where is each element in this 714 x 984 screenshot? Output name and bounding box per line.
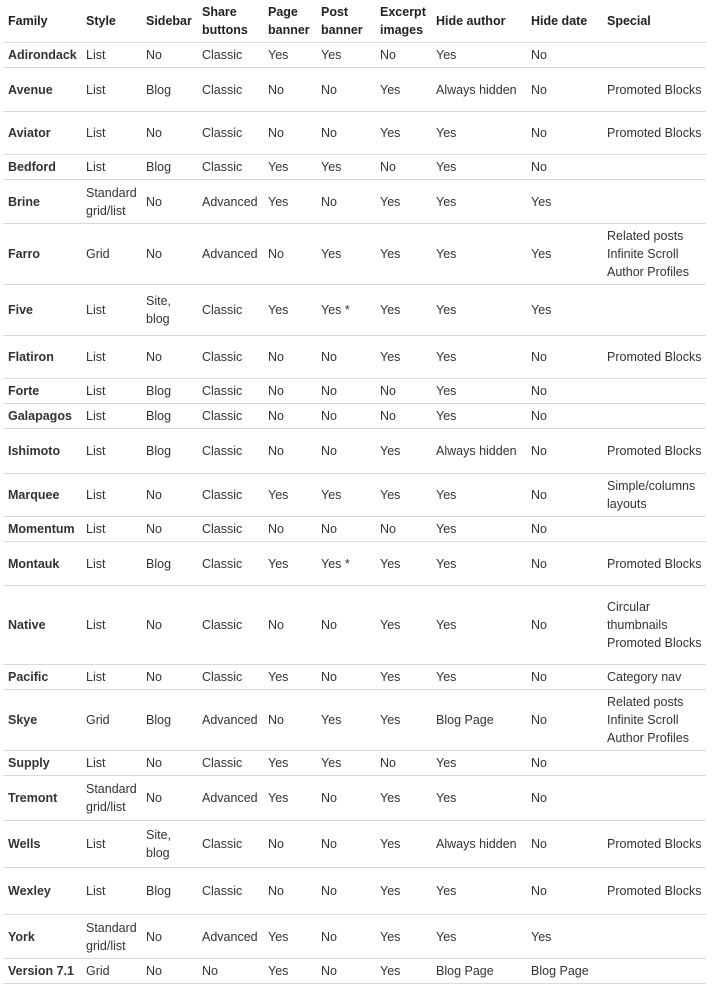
cell-post-banner: No (316, 959, 375, 984)
cell-style: List (81, 404, 141, 429)
cell-sidebar: Blog (141, 429, 197, 474)
cell-page-banner: No (263, 821, 316, 868)
cell-special: Promoted Blocks (602, 429, 706, 474)
column-header-hide-date: Hide date (526, 0, 602, 43)
table-row (3, 586, 706, 665)
cell-post-banner: No (316, 868, 375, 915)
cell-style: List (81, 751, 141, 776)
table-row (3, 404, 706, 429)
cell-hide-author: Yes (431, 868, 526, 915)
cell-excerpt-images: Yes (375, 112, 431, 155)
cell-family: Supply (3, 751, 81, 776)
cell-share-buttons: Classic (197, 379, 263, 404)
cell-hide-author: Yes (431, 665, 526, 690)
table-row (3, 665, 706, 690)
cell-special (602, 155, 706, 180)
cell-sidebar: No (141, 43, 197, 68)
column-header-family: Family (3, 0, 81, 43)
cell-hide-date: No (526, 429, 602, 474)
cell-hide-author: Yes (431, 112, 526, 155)
cell-special: Related posts Infinite Scroll Author Profiles (602, 690, 706, 751)
cell-page-banner: No (263, 336, 316, 379)
cell-excerpt-images: Yes (375, 285, 431, 336)
cell-special: Promoted Blocks (602, 821, 706, 868)
cell-family: Forte (3, 379, 81, 404)
cell-style: List (81, 665, 141, 690)
cell-share-buttons: Classic (197, 155, 263, 180)
cell-share-buttons: Classic (197, 821, 263, 868)
cell-hide-date: No (526, 404, 602, 429)
cell-style: Standard grid/list (81, 776, 141, 821)
cell-family: Flatiron (3, 336, 81, 379)
cell-sidebar: Blog (141, 542, 197, 586)
cell-hide-author: Yes (431, 285, 526, 336)
cell-post-banner: No (316, 429, 375, 474)
cell-page-banner: No (263, 68, 316, 112)
cell-page-banner: Yes (263, 155, 316, 180)
table-row (3, 285, 706, 336)
table-row (3, 429, 706, 474)
cell-family: Pacific (3, 665, 81, 690)
cell-hide-date: Yes (526, 285, 602, 336)
cell-family: Ishimoto (3, 429, 81, 474)
cell-family: Wells (3, 821, 81, 868)
cell-hide-date: No (526, 112, 602, 155)
cell-hide-date: No (526, 690, 602, 751)
cell-special (602, 517, 706, 542)
cell-sidebar: No (141, 751, 197, 776)
table-row (3, 474, 706, 517)
cell-hide-date: No (526, 821, 602, 868)
cell-special (602, 379, 706, 404)
cell-excerpt-images: Yes (375, 180, 431, 224)
table-row (3, 336, 706, 379)
cell-family: Montauk (3, 542, 81, 586)
column-header-sidebar: Sidebar (141, 0, 197, 43)
cell-share-buttons: Classic (197, 542, 263, 586)
cell-page-banner: Yes (263, 180, 316, 224)
cell-share-buttons: Classic (197, 517, 263, 542)
table-row (3, 68, 706, 112)
table-row (3, 155, 706, 180)
cell-special (602, 915, 706, 959)
cell-page-banner: No (263, 517, 316, 542)
header-row (3, 0, 706, 43)
cell-sidebar: Site, blog (141, 821, 197, 868)
cell-post-banner: Yes (316, 43, 375, 68)
cell-family: Marquee (3, 474, 81, 517)
table-row (3, 43, 706, 68)
cell-hide-author: Yes (431, 404, 526, 429)
cell-excerpt-images: Yes (375, 959, 431, 984)
cell-family: Bedford (3, 155, 81, 180)
cell-post-banner: Yes (316, 155, 375, 180)
cell-hide-author: Always hidden (431, 68, 526, 112)
cell-hide-date: Yes (526, 224, 602, 285)
cell-sidebar: Blog (141, 68, 197, 112)
cell-post-banner: Yes (316, 224, 375, 285)
cell-special (602, 751, 706, 776)
cell-style: List (81, 586, 141, 665)
cell-excerpt-images: Yes (375, 336, 431, 379)
cell-share-buttons: Classic (197, 285, 263, 336)
cell-family: Native (3, 586, 81, 665)
cell-page-banner: Yes (263, 285, 316, 336)
cell-hide-author: Yes (431, 155, 526, 180)
cell-share-buttons: Advanced (197, 915, 263, 959)
cell-hide-date: Blog Page (526, 959, 602, 984)
cell-excerpt-images: Yes (375, 776, 431, 821)
cell-hide-author: Yes (431, 224, 526, 285)
cell-excerpt-images: Yes (375, 665, 431, 690)
cell-hide-date: No (526, 474, 602, 517)
table-row (3, 776, 706, 821)
cell-share-buttons: No (197, 959, 263, 984)
cell-excerpt-images: Yes (375, 915, 431, 959)
cell-excerpt-images: Yes (375, 542, 431, 586)
cell-family: Avenue (3, 68, 81, 112)
cell-sidebar: No (141, 474, 197, 517)
cell-excerpt-images: Yes (375, 868, 431, 915)
table-row (3, 542, 706, 586)
cell-style: List (81, 542, 141, 586)
cell-share-buttons: Classic (197, 336, 263, 379)
cell-special: Circular thumbnails Promoted Blocks (602, 586, 706, 665)
cell-page-banner: No (263, 379, 316, 404)
cell-excerpt-images: No (375, 155, 431, 180)
cell-post-banner: Yes * (316, 285, 375, 336)
cell-hide-author: Yes (431, 180, 526, 224)
cell-hide-author: Yes (431, 915, 526, 959)
cell-family: Brine (3, 180, 81, 224)
cell-excerpt-images: Yes (375, 586, 431, 665)
cell-family: Galapagos (3, 404, 81, 429)
cell-special: Related posts Infinite Scroll Author Profiles (602, 224, 706, 285)
column-header-style: Style (81, 0, 141, 43)
cell-family: Farro (3, 224, 81, 285)
cell-family: Five (3, 285, 81, 336)
cell-post-banner: No (316, 665, 375, 690)
cell-style: List (81, 155, 141, 180)
cell-share-buttons: Advanced (197, 776, 263, 821)
cell-post-banner: Yes (316, 474, 375, 517)
cell-hide-author: Yes (431, 474, 526, 517)
cell-hide-author: Yes (431, 336, 526, 379)
cell-share-buttons: Classic (197, 68, 263, 112)
table-row (3, 868, 706, 915)
cell-post-banner: Yes * (316, 542, 375, 586)
cell-sidebar: No (141, 180, 197, 224)
cell-special (602, 776, 706, 821)
cell-style: List (81, 112, 141, 155)
cell-hide-author: Yes (431, 751, 526, 776)
cell-hide-date: No (526, 665, 602, 690)
cell-share-buttons: Advanced (197, 224, 263, 285)
cell-special: Category nav (602, 665, 706, 690)
cell-post-banner: No (316, 586, 375, 665)
cell-excerpt-images: No (375, 404, 431, 429)
template-comparison-table (3, 0, 706, 984)
cell-excerpt-images: Yes (375, 474, 431, 517)
cell-hide-date: No (526, 336, 602, 379)
table-row (3, 959, 706, 984)
cell-hide-author: Yes (431, 586, 526, 665)
cell-post-banner: Yes (316, 690, 375, 751)
cell-style: List (81, 43, 141, 68)
cell-excerpt-images: Yes (375, 224, 431, 285)
cell-page-banner: No (263, 429, 316, 474)
cell-excerpt-images: Yes (375, 821, 431, 868)
cell-hide-date: No (526, 68, 602, 112)
cell-page-banner: No (263, 404, 316, 429)
cell-family: Wexley (3, 868, 81, 915)
cell-style: List (81, 517, 141, 542)
column-header-special: Special (602, 0, 706, 43)
cell-share-buttons: Advanced (197, 690, 263, 751)
cell-post-banner: No (316, 336, 375, 379)
cell-sidebar: Blog (141, 379, 197, 404)
cell-page-banner: Yes (263, 959, 316, 984)
cell-post-banner: No (316, 821, 375, 868)
cell-post-banner: No (316, 180, 375, 224)
cell-hide-date: Yes (526, 180, 602, 224)
cell-hide-date: No (526, 379, 602, 404)
cell-page-banner: Yes (263, 915, 316, 959)
cell-hide-date: No (526, 868, 602, 915)
column-header-post-banner: Post banner (316, 0, 375, 43)
cell-post-banner: No (316, 517, 375, 542)
table-row (3, 112, 706, 155)
cell-hide-author: Blog Page (431, 959, 526, 984)
cell-special (602, 43, 706, 68)
table-row (3, 751, 706, 776)
cell-page-banner: No (263, 224, 316, 285)
cell-special (602, 180, 706, 224)
cell-sidebar: Blog (141, 868, 197, 915)
cell-hide-author: Yes (431, 379, 526, 404)
table-row (3, 915, 706, 959)
cell-page-banner: Yes (263, 542, 316, 586)
cell-special: Promoted Blocks (602, 542, 706, 586)
cell-post-banner: No (316, 915, 375, 959)
cell-sidebar: No (141, 915, 197, 959)
cell-excerpt-images: No (375, 43, 431, 68)
cell-post-banner: No (316, 404, 375, 429)
cell-share-buttons: Classic (197, 751, 263, 776)
cell-sidebar: No (141, 336, 197, 379)
table-row (3, 690, 706, 751)
cell-share-buttons: Advanced (197, 180, 263, 224)
cell-family: Adirondack (3, 43, 81, 68)
cell-hide-author: Yes (431, 542, 526, 586)
cell-family: Skye (3, 690, 81, 751)
cell-hide-date: No (526, 155, 602, 180)
cell-special (602, 404, 706, 429)
cell-page-banner: Yes (263, 474, 316, 517)
cell-share-buttons: Classic (197, 868, 263, 915)
cell-style: List (81, 429, 141, 474)
cell-style: Standard grid/list (81, 915, 141, 959)
column-header-share-buttons: Share buttons (197, 0, 263, 43)
cell-hide-author: Yes (431, 776, 526, 821)
cell-style: List (81, 379, 141, 404)
cell-excerpt-images: Yes (375, 690, 431, 751)
column-header-hide-author: Hide author (431, 0, 526, 43)
cell-style: List (81, 821, 141, 868)
cell-hide-date: Yes (526, 915, 602, 959)
cell-style: List (81, 474, 141, 517)
cell-style: Grid (81, 690, 141, 751)
cell-style: List (81, 336, 141, 379)
cell-hide-date: No (526, 542, 602, 586)
cell-post-banner: No (316, 112, 375, 155)
cell-page-banner: Yes (263, 43, 316, 68)
cell-style: Standard grid/list (81, 180, 141, 224)
cell-share-buttons: Classic (197, 112, 263, 155)
cell-page-banner: Yes (263, 665, 316, 690)
cell-family: Aviator (3, 112, 81, 155)
cell-style: Grid (81, 224, 141, 285)
cell-hide-date: No (526, 517, 602, 542)
cell-sidebar: No (141, 112, 197, 155)
cell-hide-author: Blog Page (431, 690, 526, 751)
cell-post-banner: Yes (316, 751, 375, 776)
table-row (3, 821, 706, 868)
cell-share-buttons: Classic (197, 43, 263, 68)
cell-excerpt-images: Yes (375, 68, 431, 112)
cell-share-buttons: Classic (197, 665, 263, 690)
cell-sidebar: No (141, 586, 197, 665)
cell-sidebar: Site, blog (141, 285, 197, 336)
cell-special: Promoted Blocks (602, 336, 706, 379)
cell-sidebar: No (141, 517, 197, 542)
column-header-excerpt-images: Excerpt images (375, 0, 431, 43)
cell-page-banner: No (263, 112, 316, 155)
cell-family: Tremont (3, 776, 81, 821)
cell-excerpt-images: No (375, 751, 431, 776)
cell-special: Promoted Blocks (602, 112, 706, 155)
cell-sidebar: No (141, 224, 197, 285)
cell-style: Grid (81, 959, 141, 984)
cell-post-banner: No (316, 379, 375, 404)
cell-family: Version 7.1 (3, 959, 81, 984)
cell-post-banner: No (316, 68, 375, 112)
cell-family: York (3, 915, 81, 959)
cell-share-buttons: Classic (197, 474, 263, 517)
cell-hide-author: Always hidden (431, 821, 526, 868)
cell-hide-date: No (526, 776, 602, 821)
cell-page-banner: Yes (263, 751, 316, 776)
cell-sidebar: No (141, 776, 197, 821)
cell-special: Simple/columns layouts (602, 474, 706, 517)
cell-special (602, 959, 706, 984)
cell-style: List (81, 285, 141, 336)
cell-sidebar: Blog (141, 404, 197, 429)
cell-hide-date: No (526, 751, 602, 776)
cell-style: List (81, 68, 141, 112)
cell-hide-author: Yes (431, 43, 526, 68)
cell-page-banner: No (263, 868, 316, 915)
table-row (3, 180, 706, 224)
cell-sidebar: Blog (141, 690, 197, 751)
cell-sidebar: Blog (141, 155, 197, 180)
cell-page-banner: No (263, 690, 316, 751)
cell-excerpt-images: Yes (375, 429, 431, 474)
cell-share-buttons: Classic (197, 429, 263, 474)
cell-special (602, 285, 706, 336)
table-row (3, 379, 706, 404)
table-row (3, 224, 706, 285)
cell-page-banner: Yes (263, 776, 316, 821)
cell-hide-date: No (526, 586, 602, 665)
cell-hide-author: Yes (431, 517, 526, 542)
cell-share-buttons: Classic (197, 586, 263, 665)
cell-special: Promoted Blocks (602, 68, 706, 112)
cell-sidebar: No (141, 665, 197, 690)
cell-hide-author: Always hidden (431, 429, 526, 474)
column-header-page-banner: Page banner (263, 0, 316, 43)
cell-style: List (81, 868, 141, 915)
cell-hide-date: No (526, 43, 602, 68)
cell-sidebar: No (141, 959, 197, 984)
cell-page-banner: No (263, 586, 316, 665)
cell-family: Momentum (3, 517, 81, 542)
table-row (3, 517, 706, 542)
cell-excerpt-images: No (375, 517, 431, 542)
cell-share-buttons: Classic (197, 404, 263, 429)
cell-excerpt-images: No (375, 379, 431, 404)
cell-special: Promoted Blocks (602, 868, 706, 915)
cell-post-banner: No (316, 776, 375, 821)
